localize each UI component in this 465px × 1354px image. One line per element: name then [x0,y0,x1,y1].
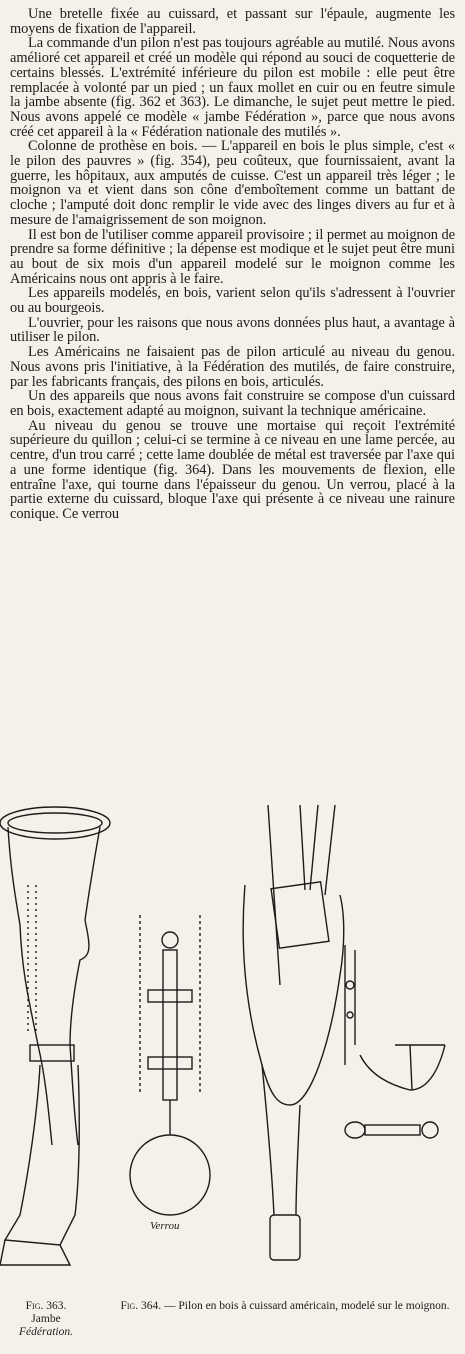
paragraph-2: La commande d'un pilon n'est pas toujours agréable au mutilé. Nous avons amélioré cet appareil et créé un modèle qui répond au souci de coquetterie de certains blessés. L'extrémité inférieure du pilon est mobile : elle peut être remplacée à volonté par un pied ; un faux mollet en cuir ou en feutre simule la jambe absente (fig. 362 et 363). Le dimanche, le sujet peut mettre le pied. Nous avons appelé ce modèle « jambe Fédération », parce que nous avons créé cet appareil à la « Fédération nationale des mutilés ». [10,35,455,140]
fig-364-verrou-drawing [130,915,210,1215]
fig-363-leg-drawing [0,807,110,1265]
fig-364-pilon-drawing [243,805,344,1260]
caption-364-number: Fig. 364. [120,1300,162,1312]
figures-illustration [0,745,465,1285]
paragraph-8: Un des appareils que nous avons fait construire se compose d'un cuissard en bois, exactement adapté au moignon, suivant la technique américaine. [10,388,455,419]
caption-fig-364 [120,1300,450,1313]
caption-363-line2: Jambe [31,1313,61,1325]
paragraph-6: L'ouvrier, pour les raisons que nous avons données plus haut, a avantage à utiliser le pilon. [10,314,455,346]
caption-fig-363 [0,1300,92,1339]
paragraph-3: Colonne de prothèse en bois. — L'appareil en bois le plus simple, c'est « le pilon des pauvres » (fig. 354), peu coûteux, que fournissaient, avant la guerre, les hôpitaux, aux amputés de cuisse. C'est un appareil très léger ; le moignon va et vient dans son cône d'emboîtement comme un battant de cloche ; l'amputé doit donc remplir le vide avec des linges divers au fur et à mesure de l'amaigrissement de son moignon. [10,138,455,228]
verrou-label: Verrou [150,1220,180,1232]
paragraph-5: Les appareils modelés, en bois, varient selon qu'ils s'adressent à l'ouvrier ou au bourgeois. [10,285,455,317]
paragraph-1: Une bretelle fixée au cuissard, et passant sur l'épaule, augmente les moyens de fixation de l'appareil. [10,6,455,37]
caption-363-line3: Fédération. [19,1326,73,1338]
body-text [10,7,455,522]
fig-364-joint-drawing [345,945,445,1138]
caption-364-text: — Pilon en bois à cuissard américain, modelé sur le moignon. [164,1300,450,1312]
paragraph-4: Il est bon de l'utiliser comme appareil provisoire ; il permet au moignon de prendre sa forme définitive ; la dépense est modique et le sujet peut être muni au bout de six mois d'un appareil modelé sur le moignon comme les Américains nous ont appris à le faire. [10,226,455,287]
caption-363-number: Fig. 363. [25,1300,67,1312]
paragraph-9: Au niveau du genou se trouve une mortaise qui reçoit l'extrémité supérieure du quillon ; celui-ci se termine à ce niveau en une lame percée, au centre, d'un trou carré ; cette lame doublée de métal est traversée par l'axe qui a une forme identique (fig. 364). Dans les mouvements de flexion, elle entraîne l'axe, qui tourne dans l'épaisseur du genou. Un verrou, placé à la partie externe du cuissard, bloque l'axe qui présente à ce niveau une rainure conique. Ce verrou [10,417,455,522]
paragraph-7: Les Américains ne faisaient pas de pilon articulé au niveau du genou. Nous avons pris l'initiative, à la Fédération des mutilés, de faire construire, par les fabricants français, des pilons en bois, articulés. [10,344,455,390]
